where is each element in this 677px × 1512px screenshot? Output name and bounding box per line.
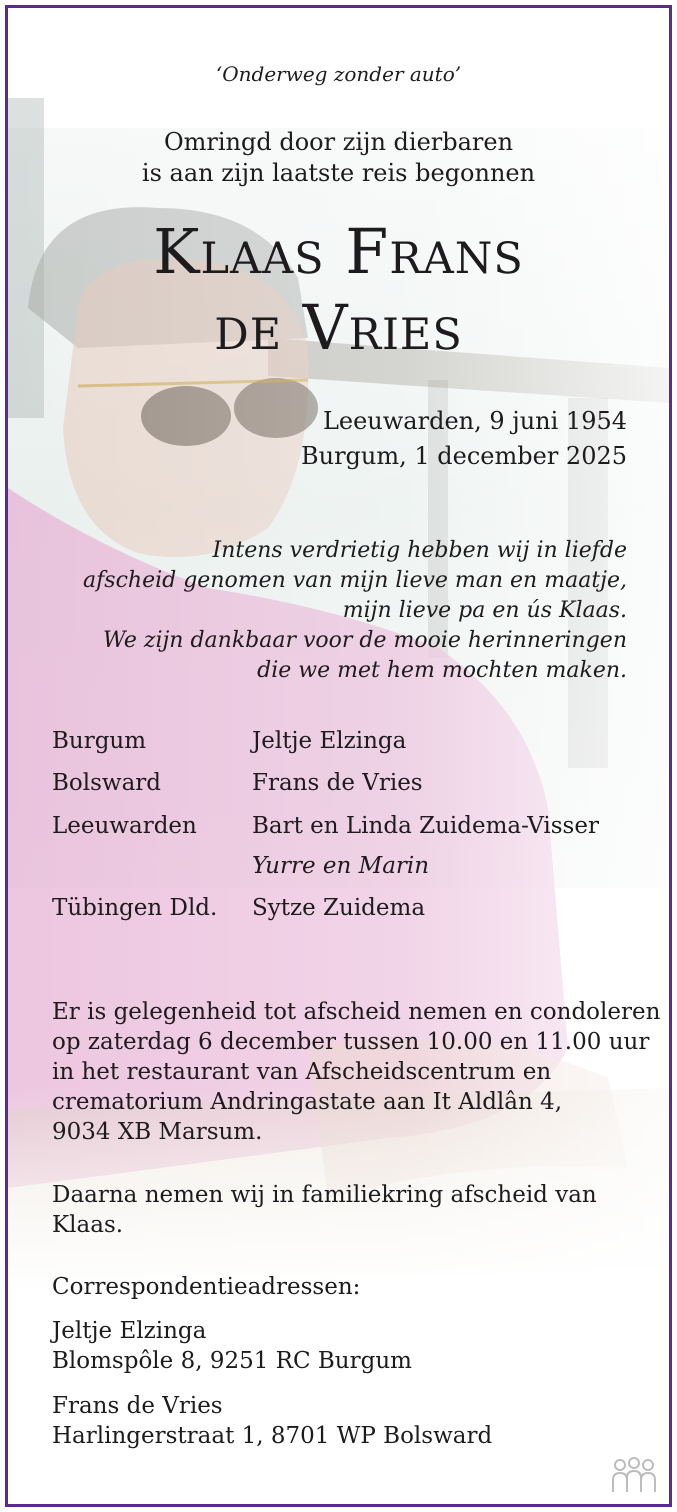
closing-line-2: Klaas. (52, 1212, 124, 1238)
condolence-line-2: op zaterdag 6 december tussen 10.00 en 11.00 uur (52, 1029, 650, 1055)
family-names: Jeltje Elzinga (252, 728, 407, 754)
address-line: Blomspôle 8, 9251 RC Burgum (52, 1348, 412, 1374)
family-grandchildren: Yurre en Marin (252, 853, 430, 879)
poem-line-3: mijn lieve pa en ús Klaas. (342, 598, 627, 623)
address-name: Jeltje Elzinga (52, 1318, 207, 1344)
closing-line-1: Daarna nemen wij in familiekring afscheid van (52, 1182, 597, 1208)
condolence-line-3: in het restaurant van Afscheidscentrum en (52, 1059, 552, 1085)
family-names: Frans de Vries (252, 770, 423, 796)
intro-line-1: Omringd door zijn dierbaren (163, 128, 514, 156)
poem-line-5: die we met hem mochten maken. (257, 658, 627, 683)
intro-line-2: is aan zijn laatste reis begonnen (141, 159, 536, 187)
family-names: Sytze Zuidema (252, 895, 426, 921)
family-place: Tübingen Dld. (52, 895, 218, 921)
family-place: Burgum (52, 728, 147, 754)
deceased-name-line-1: Klaas Frans (153, 215, 524, 288)
notice-frame (5, 5, 672, 1507)
poem-line-2: afscheid genomen van mijn lieve man en maatje, (83, 568, 627, 593)
deceased-name-line-2: de Vries (214, 291, 463, 364)
condolence-line-1: Er is gelegenheid tot afscheid nemen en condoleren (52, 999, 661, 1025)
address-line: Harlingerstraat 1, 8701 WP Bolsward (52, 1423, 493, 1449)
poem-line-4: We zijn dankbaar voor de mooie herinneringen (103, 628, 627, 653)
birth-date: Leeuwarden, 9 juni 1954 (322, 407, 627, 435)
family-place: Bolsward (52, 770, 162, 796)
condolence-line-4: crematorium Andringastate aan It Aldlân 4, (52, 1089, 563, 1115)
condolence-line-5: 9034 XB Marsum. (52, 1119, 263, 1145)
correspondence-heading: Correspondentieadressen: (52, 1274, 361, 1300)
family-people-icon (611, 1456, 657, 1496)
motto: ‘Onderweg zonder auto’ (215, 62, 462, 86)
poem-line-1: Intens verdrietig hebben wij in liefde (212, 538, 627, 563)
family-place: Leeuwarden (52, 813, 197, 839)
death-date: Burgum, 1 december 2025 (300, 442, 627, 470)
address-name: Frans de Vries (52, 1393, 223, 1419)
family-names: Bart en Linda Zuidema-Visser (252, 813, 599, 839)
